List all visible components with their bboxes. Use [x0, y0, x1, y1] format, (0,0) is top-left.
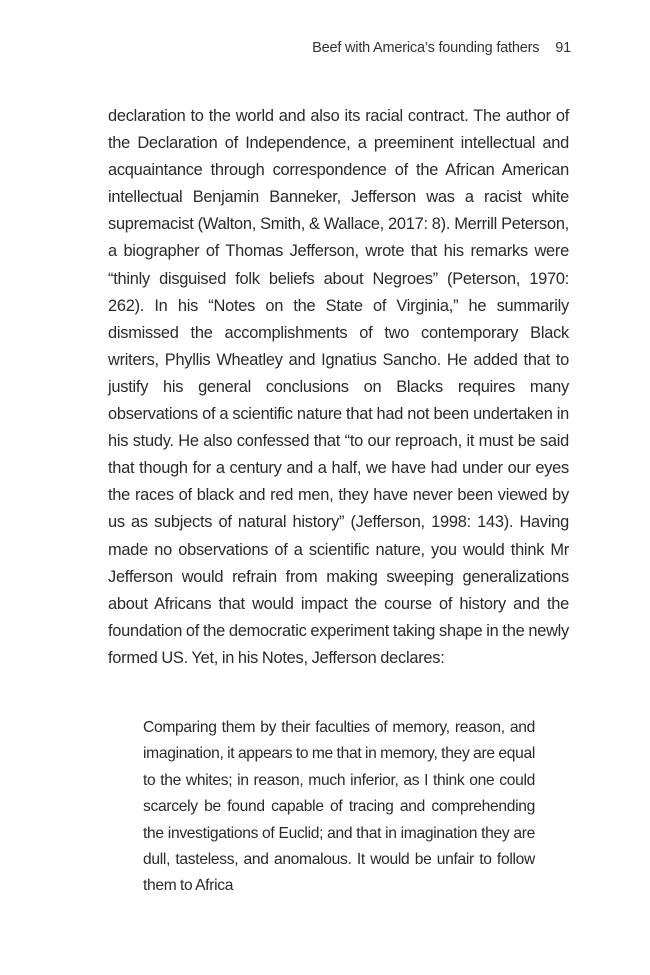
running-head-title: Beef with America’s founding fathers	[312, 40, 540, 56]
body-paragraph: declaration to the world and also its racial contract. The author of the Declaration of Independence, a preeminent intellectual and acquaintance through correspondence of the African American intellectual Benjamin Banneker, Jefferson was a racist white supremacist (Walton, Smith, & Wallace, 2017: 8). Merrill Peterson, a biographer of Thomas Jefferson, wrote that his remarks were “thinly disguised folk beliefs about Negroes” (Peterson, 1970: 262). In his “Notes on the State of Virginia,” he summarily dismissed the accomplishments of two contemporary Black writers, Phyllis Wheatley and Ignatius Sancho. He added that to justify his general conclusions on Blacks requires many observations of a scientific nature that had not been undertaken in his study. He also confessed that “to our reproach, it must be said that though for a century and a half, we have had under our eyes the races of black and red men, they have never been viewed by us as subjects of natural history” (Jefferson, 1998: 143). Having made no observations of a scientific nature, you would think Mr Jefferson would refrain from making sweeping generalizations about Africans that would impact the course of history and the foundation of the democratic experiment taking shape in the newly formed US. Yet, in his Notes, Jefferson declares:	[108, 107, 569, 667]
page-number: 91	[555, 40, 571, 56]
block-quote: Comparing them by their faculties of memory, reason, and imagination, it appears to me that in memory, they are equal to the whites; in reason, much inferior, as I think one could scarcely be found capable of tracing and comprehending the investigations of Euclid; and that in imagination they are dull, tasteless, and anomalous. It would be unfair to follow them to Africa	[143, 719, 535, 895]
running-head	[312, 40, 571, 56]
